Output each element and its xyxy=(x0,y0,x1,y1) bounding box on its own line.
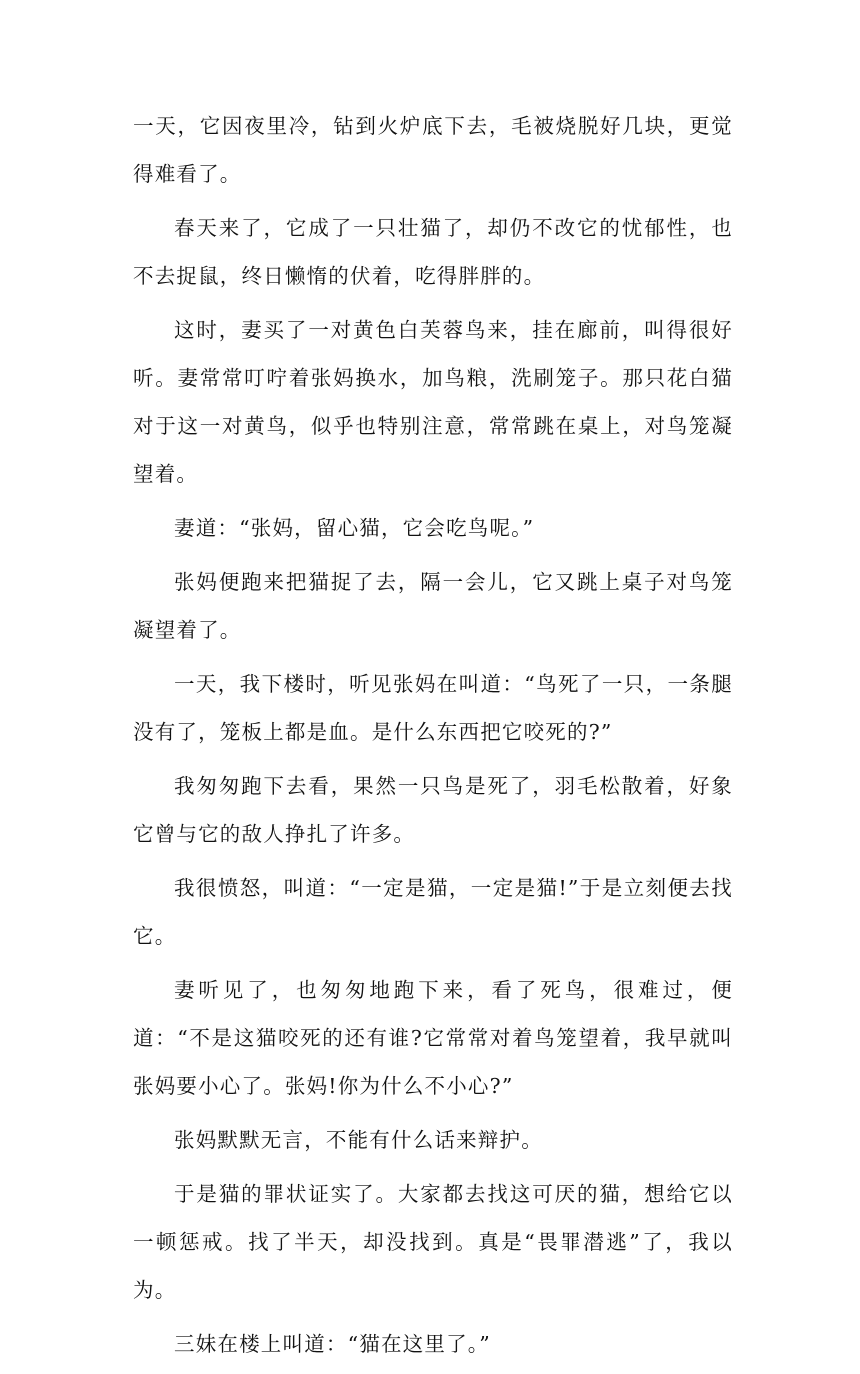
paragraph: 妻道：“张妈，留心猫，它会吃鸟呢。” xyxy=(174,516,535,540)
paragraph: 这时，妻买了一对黄色白芙蓉鸟来，挂在廊前，叫得很好听。妻常常叮咛着张妈换水，加鸟粮，洗刷笼子。那只花白猫对于这一对黄鸟，似乎也特别注意，常常跳在桌上，对鸟笼凝望着。 xyxy=(133,318,733,486)
paragraph: 我匆匆跑下去看，果然一只鸟是死了，羽毛松散着，好象它曾与它的敌人挣扎了许多。 xyxy=(133,774,733,846)
paragraph: 妻听见了，也匆匆地跑下来，看了死鸟，很难过，便道：“不是这猫咬死的还有谁?它常常对着鸟笼望着，我早就叫张妈要小心了。张妈!你为什么不小心?” xyxy=(133,978,733,1098)
paragraph: 我很愤怒，叫道：“一定是猫，一定是猫!”于是立刻便去找它。 xyxy=(133,876,733,948)
paragraph: 一天，我下楼时，听见张妈在叫道：“鸟死了一只，一条腿没有了，笼板上都是血。是什么东西把它咬死的?” xyxy=(133,672,733,744)
paragraph: 三妹在楼上叫道：“猫在这里了。” xyxy=(174,1332,491,1356)
document-page xyxy=(133,102,733,1374)
paragraph: 于是猫的罪状证实了。大家都去找这可厌的猫，想给它以一顿惩戒。找了半天，却没找到。真是“畏罪潜逃”了，我以为。 xyxy=(133,1182,733,1302)
paragraph: 张妈默默无言，不能有什么话来辩护。 xyxy=(174,1128,543,1152)
paragraph: 春天来了，它成了一只壮猫了，却仍不改它的忧郁性，也不去捉鼠，终日懒惰的伏着，吃得胖胖的。 xyxy=(133,216,733,288)
paragraph: 一天，它因夜里冷，钻到火炉底下去，毛被烧脱好几块，更觉得难看了。 xyxy=(133,114,733,186)
paragraph: 张妈便跑来把猫捉了去，隔一会儿，它又跳上桌子对鸟笼凝望着了。 xyxy=(133,570,733,642)
